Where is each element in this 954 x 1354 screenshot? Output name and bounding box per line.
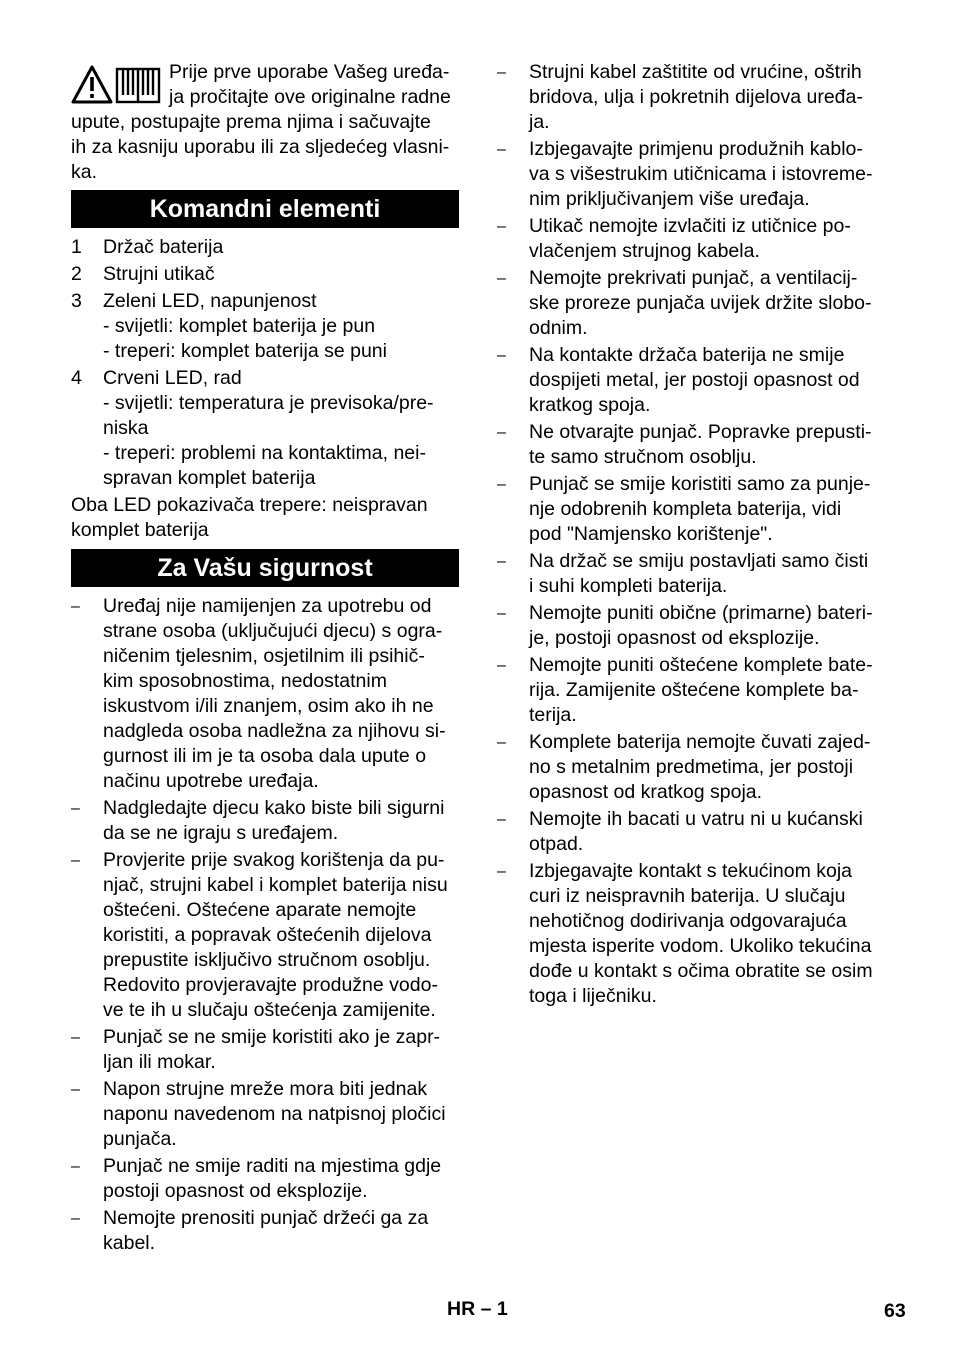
safety-item: [497, 859, 889, 1009]
safety-item: [497, 60, 889, 135]
bullet-dash: –: [497, 657, 506, 674]
bullet-dash: –: [71, 1029, 80, 1046]
safety-item-text: Napon strujne mreže mora biti jednak naponu navedenom na natpisnoj pločici punjača.: [103, 1078, 446, 1150]
safety-item: [71, 796, 459, 846]
page-number: 63: [884, 1300, 906, 1322]
safety-item: [497, 420, 889, 470]
safety-heading: Za Vašu sigurnost: [71, 549, 459, 587]
control-label: Crveni LED, rad: [103, 367, 242, 389]
safety-item-text: Provjerite prije svakog korištenja da pu- njač, strujni kabel i komplet baterija nisu oštećeni. Oštećene aparate nemojte koristiti, a popravak oštećenih dijelova prepustite isključivo stručnom osoblju. Redovito provjeravajte produžne vodo- ve te ih u slučaju oštećenja zamijenite.: [103, 849, 448, 1021]
safety-item: [71, 1154, 459, 1204]
safety-item: [71, 1206, 459, 1256]
safety-item-text: Nadgledajte djecu kako biste bili sigurni da se ne igraju s uređajem.: [103, 797, 445, 844]
safety-item-text: Nemojte prekrivati punjač, a ventilacij- ske proreze punjača uvijek držite slobo- odnim.: [529, 267, 872, 339]
intro-line: ja pročitajte ove originalne radne: [169, 86, 451, 108]
safety-item-text: Izbjegavajte primjenu produžnih kablo- va s višestrukim utičnicama i istovreme- nim priključivanjem više uređaja.: [529, 138, 873, 210]
safety-item: [71, 1025, 459, 1075]
safety-list-left: [71, 594, 459, 1256]
safety-item-text: Strujni kabel zaštitite od vrućine, oštrih bridova, ulja i pokretnih dijelova uređa- ja.: [529, 61, 863, 133]
control-number: 2: [71, 263, 82, 285]
safety-item-text: Na kontakte držača baterija ne smije dospijeti metal, jer postoji opasnost od kratkog spoja.: [529, 344, 860, 416]
safety-item-text: Ne otvarajte punjač. Popravke prepusti- te samo stručnom osoblju.: [529, 421, 872, 468]
left-column: [71, 60, 459, 1258]
safety-item: [497, 214, 889, 264]
safety-item: [497, 137, 889, 212]
safety-item-text: Na držač se smiju postavljati samo čisti i suhi kompleti baterija.: [529, 550, 869, 597]
safety-item: [497, 472, 889, 547]
bullet-dash: –: [497, 347, 506, 364]
safety-item-text: Utikač nemojte izvlačiti iz utičnice po- vlačenjem strujnog kabela.: [529, 215, 851, 262]
safety-list-right: [497, 60, 889, 1009]
safety-item: [497, 653, 889, 728]
control-detail: - treperi: komplet baterija se puni: [103, 340, 387, 362]
controls-list: [71, 235, 459, 491]
safety-item: [497, 601, 889, 651]
control-item: [71, 289, 459, 364]
intro-line: upute, postupajte prema njima i sačuvajte: [71, 111, 431, 133]
bullet-dash: –: [71, 1081, 80, 1098]
bullet-dash: –: [71, 1158, 80, 1175]
safety-item: [497, 730, 889, 805]
bullet-dash: –: [497, 605, 506, 622]
safety-item: [497, 343, 889, 418]
bullet-dash: –: [71, 598, 80, 615]
warning-triangle-icon: [73, 67, 111, 102]
safety-item: [71, 848, 459, 1023]
safety-item: [497, 266, 889, 341]
control-number: 4: [71, 367, 82, 389]
safety-item-text: Punjač se smije koristiti samo za punje- nje odobrenih kompleta baterija, vidi pod "Namjensko korištenje".: [529, 473, 871, 545]
bullet-dash: –: [497, 218, 506, 235]
control-number: 1: [71, 236, 82, 258]
intro-notice: [71, 60, 459, 185]
bullet-dash: –: [497, 64, 506, 81]
bullet-dash: –: [497, 734, 506, 751]
manual-book-icon: [117, 69, 159, 102]
safety-item-text: Nemojte puniti oštećene komplete bate- rija. Zamijenite oštećene komplete ba- terija.: [529, 654, 873, 726]
control-item: [71, 235, 459, 260]
safety-item: [497, 807, 889, 857]
control-label: Zeleni LED, napunjenost: [103, 290, 317, 312]
right-column: [497, 60, 889, 1011]
section-page-label: HR – 1: [447, 1298, 508, 1320]
control-detail: - treperi: problemi na kontaktima, nei- spravan komplet baterija: [103, 442, 426, 489]
safety-item-text: Komplete baterija nemojte čuvati zajed- no s metalnim predmetima, jer postoji opasnost od kratkog spoja.: [529, 731, 871, 803]
controls-note: Oba LED pokazivača trepere: neispravan komplet baterija: [71, 494, 428, 541]
bullet-dash: –: [497, 476, 506, 493]
safety-item-text: Izbjegavajte kontakt s tekućinom koja curi iz neispravnih baterija. U slučaju nehotičnog dodirivanja odgovarajuća mjesta isperite vodom. Ukoliko tekućina dođe u kontakt s očima obratite se osim toga i liječniku.: [529, 860, 873, 1007]
bullet-dash: –: [497, 553, 506, 570]
bullet-dash: –: [497, 424, 506, 441]
warning-manual-icons: [71, 65, 163, 105]
control-number: 3: [71, 290, 82, 312]
bullet-dash: –: [497, 863, 506, 880]
intro-line: ih za kasniju uporabu ili za sljedećeg vlasni-: [71, 136, 450, 158]
safety-item-text: Nemojte ih bacati u vatru ni u kućanski otpad.: [529, 808, 863, 855]
safety-item-text: Punjač ne smije raditi na mjestima gdje postoji opasnost od eksplozije.: [103, 1155, 442, 1202]
control-item: [71, 262, 459, 287]
bullet-dash: –: [497, 270, 506, 287]
safety-item-text: Punjač se ne smije koristiti ako je zapr- ljan ili mokar.: [103, 1026, 441, 1073]
safety-item: [497, 549, 889, 599]
bullet-dash: –: [71, 852, 80, 869]
safety-item: [71, 594, 459, 794]
controls-heading: Komandni elementi: [71, 190, 459, 228]
intro-line: ka.: [71, 161, 98, 183]
safety-item: [71, 1077, 459, 1152]
bullet-dash: –: [497, 811, 506, 828]
control-detail: - svijetli: temperatura je previsoka/pre- niska: [103, 392, 434, 439]
control-detail: - svijetli: komplet baterija je pun: [103, 315, 376, 337]
safety-item-text: Nemojte puniti obične (primarne) bateri- je, postoji opasnost od eksplozije.: [529, 602, 873, 649]
safety-item-text: Uređaj nije namijenjen za upotrebu od strane osoba (uključujući djecu) s ogra- ničenim tjelesnim, osjetilnim ili psihič- kim sposobnostima, nedostatnim iskustvom i/ili znanjem, osim ako ih ne nadgleda osoba nadležna za njihovu si- gurnost ili im je ta osoba dala upute o načinu upotrebe uređaja.: [103, 595, 446, 792]
safety-item-text: Nemojte prenositi punjač držeći ga za kabel.: [103, 1207, 429, 1254]
control-label: Strujni utikač: [103, 263, 215, 285]
bullet-dash: –: [71, 1210, 80, 1227]
bullet-dash: –: [497, 141, 506, 158]
control-item: [71, 366, 459, 491]
intro-line: Prije prve uporabe Vašeg uređa-: [169, 61, 450, 83]
control-label: Držač baterija: [103, 236, 224, 258]
bullet-dash: –: [71, 800, 80, 817]
